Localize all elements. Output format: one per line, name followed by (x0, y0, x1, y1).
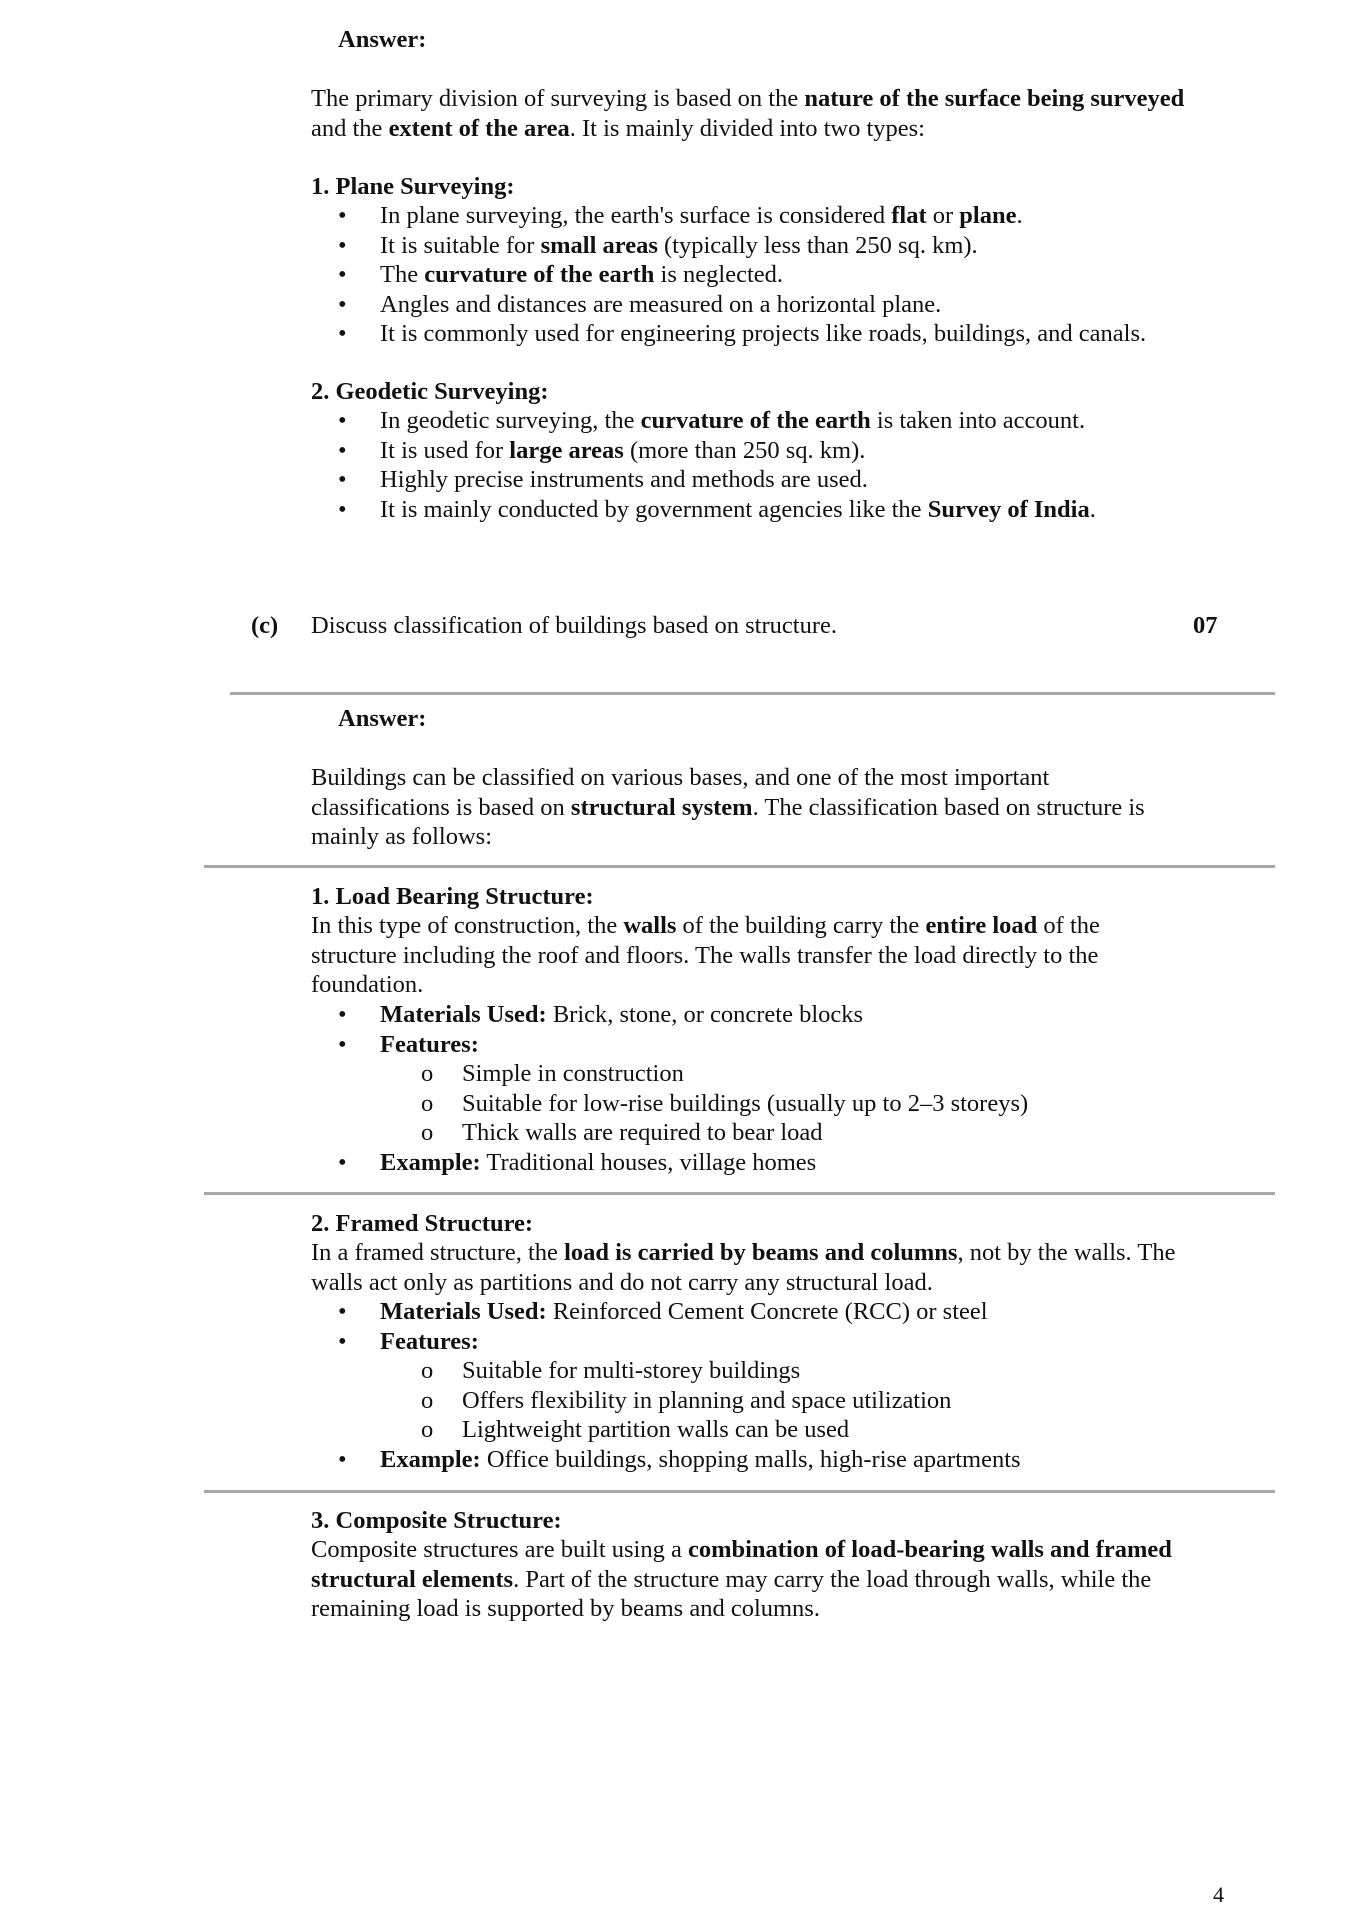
feature-item: o Suitable for multi-storey buildings (380, 1356, 1191, 1386)
features-label: Features: (380, 1327, 479, 1355)
materials-label: Materials Used: (380, 1298, 547, 1325)
bullet-item: • It is used for large areas (more than 250 sq. km). (311, 436, 1191, 466)
divider (204, 865, 1275, 868)
bold-term: structural system (570, 793, 753, 821)
materials-label: Materials Used: (380, 1001, 547, 1028)
materials-item (311, 1000, 1191, 1030)
features-list (380, 1356, 1191, 1445)
features-list (380, 1059, 1191, 1148)
bold-term: walls (623, 912, 677, 939)
bold-term: load is carried by beams and columns (564, 1239, 958, 1266)
bold-term: extent of the area (388, 114, 570, 142)
bold-term: entire load (925, 912, 1038, 939)
question-marks: 07 (1193, 612, 1218, 639)
bullet-item: • It is commonly used for engineering projects like roads, buildings, and canals. (311, 319, 1191, 349)
example-item (311, 1148, 1191, 1178)
page-number: 4 (1213, 1882, 1224, 1907)
feature-item: o Offers flexibility in planning and space utilization (380, 1386, 1191, 1416)
load-bearing-description: In this type of construction, the walls of the building carry the entire load of the structure including the roof and floors. The walls transfer the load directly to the foundation. (311, 912, 1100, 998)
surveying-intro-paragraph: The primary division of surveying is based on the nature of the surface being surveyed and the extent of the area. It is mainly divided into two types: (311, 85, 1185, 142)
example-value: Office buildings, shopping malls, high-rise apartments (480, 1445, 1021, 1473)
question-label: (c) (251, 612, 279, 639)
bold-term: plane (959, 202, 1017, 229)
composite-heading: 3. Composite Structure: (311, 1507, 562, 1534)
feature-item: o Lightweight partition walls can be used (380, 1415, 1191, 1445)
load-bearing-details (311, 1000, 1191, 1177)
load-bearing-heading: 1. Load Bearing Structure: (311, 883, 594, 910)
buildings-intro-paragraph: Buildings can be classified on various bases, and one of the most important classifications is based on structural system. The classification based on structure is mainly as follows: (311, 764, 1145, 850)
bullet-item: • In geodetic surveying, the curvature of the earth is taken into account. (311, 406, 1191, 436)
materials-value: Brick, stone, or concrete blocks (546, 1001, 864, 1028)
bullet-item: • It is mainly conducted by government agencies like the Survey of India. (311, 495, 1191, 525)
bold-term: combination of load-bearing walls and framed structural elements (311, 1536, 1172, 1593)
question-text: Discuss classification of buildings based on structure. (311, 612, 837, 639)
answer-label: Answer: (338, 26, 427, 53)
features-label: Features: (380, 1030, 479, 1058)
example-label: Example: (380, 1445, 481, 1473)
example-item (311, 1445, 1191, 1475)
materials-value: Reinforced Cement Concrete (RCC) or steel (546, 1298, 988, 1325)
example-value: Traditional houses, village homes (480, 1148, 817, 1176)
features-item (311, 1327, 1191, 1445)
features-item (311, 1030, 1191, 1148)
composite-description: Composite structures are built using a combination of load-bearing walls and framed structural elements. Part of the structure may carry the load through walls, while the remaining load is supported by beams and columns. (311, 1536, 1172, 1622)
bullet-item: • It is suitable for small areas (typically less than 250 sq. km). (311, 231, 1191, 261)
bullet-item: • In plane surveying, the earth's surface is considered flat or plane. (311, 201, 1191, 231)
framed-heading: 2. Framed Structure: (311, 1210, 534, 1237)
bold-term: nature of the surface being surveyed (804, 85, 1185, 112)
bold-term: curvature of the earth (640, 407, 871, 434)
bold-term: small areas (540, 231, 658, 259)
bullet-item: • Angles and distances are measured on a horizontal plane. (311, 290, 1191, 320)
feature-item: o Suitable for low-rise buildings (usually up to 2–3 storeys) (380, 1089, 1191, 1119)
feature-item: o Simple in construction (380, 1059, 1191, 1089)
bullet-item: • The curvature of the earth is neglected. (311, 260, 1191, 290)
divider (230, 692, 1275, 695)
framed-details (311, 1297, 1191, 1474)
geodetic-surveying-points (311, 406, 1191, 524)
plane-surveying-points (311, 201, 1191, 349)
bold-term: Survey of India (927, 495, 1090, 523)
answer-label: Answer: (338, 705, 427, 732)
bold-term: large areas (509, 436, 624, 464)
divider (204, 1192, 1275, 1195)
plane-surveying-heading: 1. Plane Surveying: (311, 173, 515, 200)
bullet-item: • Highly precise instruments and methods are used. (311, 465, 1191, 495)
materials-item (311, 1297, 1191, 1327)
feature-item: o Thick walls are required to bear load (380, 1118, 1191, 1148)
geodetic-surveying-heading: 2. Geodetic Surveying: (311, 378, 549, 405)
example-label: Example: (380, 1148, 481, 1176)
framed-description: In a framed structure, the load is carried by beams and columns, not by the walls. The walls act only as partitions and do not carry any structural load. (311, 1239, 1176, 1296)
bold-term: flat (891, 202, 927, 229)
divider (204, 1490, 1275, 1493)
bold-term: curvature of the earth (424, 261, 655, 288)
